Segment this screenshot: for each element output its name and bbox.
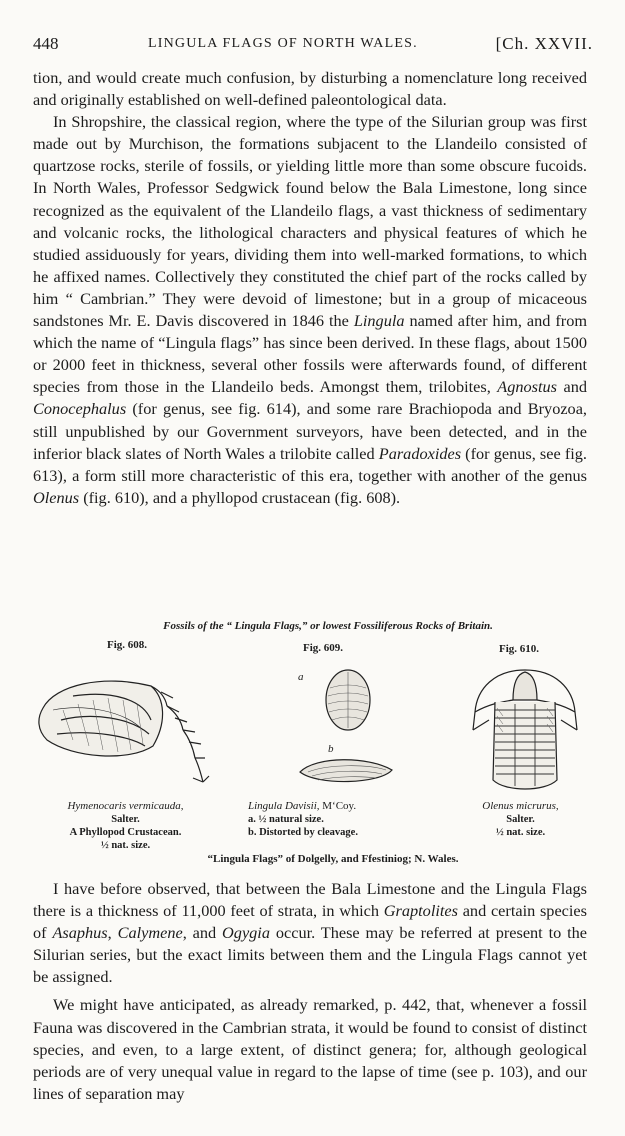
fig-608-caption	[33, 800, 218, 852]
figure-group-title: Fossils of the “ Lingula Flags,” or lowest Fossiliferous Rocks of Britain.	[163, 620, 493, 632]
fig-608-number: Fig. 608.	[107, 639, 148, 651]
fig-609-line-a: a. ½ natural size.	[248, 814, 324, 825]
hymenocaris-illustration	[33, 660, 218, 785]
olenus-illustration	[465, 660, 585, 800]
italic-term: Conocephalus	[33, 399, 127, 419]
text-run: occur. These may be referred at present to the Silurian series, but the exact limits between them and the Lingula Flags cannot yet be assigned.	[33, 923, 588, 987]
fig-609-species: Lingula Davisii,	[248, 800, 320, 812]
text-run: (fig. 610), and a phyllopod crustacean (fig. 608).	[79, 487, 401, 507]
paragraph-anticipated: We might have anticipated, as already remarked, p. 442, that, whenever a fossil Fauna was discovered in the Cambrian strata, it would be found to consist of distinct species, and even, to a large extent, of distinct genera; for, although geological periods are of very unequal value in regard to the lapse of time (see p. 103), and our lines of separation may	[33, 995, 587, 1103]
fig-608-species: Hymenocaris vermicauda,	[67, 800, 184, 812]
fig-608-author: Salter.	[111, 814, 140, 825]
text-run: and	[556, 377, 587, 397]
fig-609-number: Fig. 609.	[303, 642, 344, 654]
fig-609-author: M‘Coy.	[322, 800, 357, 812]
text-block-bottom	[33, 878, 587, 1105]
lingula-illustration	[288, 660, 408, 800]
italic-term: Calymene	[117, 923, 183, 943]
running-title: LINGULA FLAGS OF NORTH WALES.	[148, 36, 418, 51]
text-run: I have before observed, that between the Bala Limestone and the Lingula Flags there is a thickness of 11,000 feet of strata, in which	[33, 879, 587, 921]
text-run: (for genus, see fig. 614), and some rare Brachiopoda and Bryozoa, still unpublished by our Government surveyors, have been detected, and in the inferior black slates of North Wales a trilobite called	[33, 399, 587, 463]
paragraph-shropshire	[33, 111, 587, 509]
fig-609-caption	[248, 800, 423, 839]
chapter-marker: [Ch. XXVII.	[495, 34, 593, 53]
fig-610-author: Salter.	[506, 814, 535, 825]
page-number: 448	[33, 34, 59, 53]
text-run: (for genus, see fig. 613), a form still more characteristic of this era, together with another of the genus	[33, 443, 587, 485]
text-run: ,	[107, 923, 118, 943]
italic-term: Graptolites	[383, 901, 458, 921]
fig-610-caption	[453, 800, 588, 839]
italic-term: Agnostus	[497, 377, 557, 397]
fig-608-desc: A Phyllopod Crustacean.	[69, 827, 182, 838]
fig-609-line-b: b. Distorted by cleavage.	[248, 827, 358, 838]
text-block-top	[33, 67, 587, 509]
figure-footline: “Lingula Flags” of Dolgelly, and Ffestiniog; N. Wales.	[207, 853, 459, 865]
fig-610-species: Olenus micrurus,	[482, 800, 559, 812]
paragraph-continued: tion, and would create much confusion, by disturbing a nomenclature long received and originally established on well-defined paleontological data.	[33, 68, 587, 110]
text-run: and certain species of	[33, 901, 587, 943]
page-header	[33, 34, 593, 56]
text-run: In Shropshire, the classical region, where the type of the Silurian group was first made out by Murchison, the formations subjacent to the Llandeilo consisted of quartzose rocks, sterile of fossils, or yielding little more than some obscure fucoids. In North Wales, Professor Sedgwick found below the Bala Limestone, long since recognized as the equivalent of the Llandeilo flags, a vast thickness of sedimentary and volcanic rocks, the lithological characters and physical features of which he studied assiduously for years, dividing them into well-marked formations, to which he affixed names. Collectively they constituted the chief part of the rocks called by him “ Cambrian.” They were devoid of limestone; but in a group of micaceous sandstones Mr. E. Davis discovered in 1846 the	[33, 112, 587, 331]
fig-609-label-a: a	[298, 671, 304, 683]
italic-term: Lingula	[353, 311, 405, 331]
fig-608-size: ½ nat. size.	[100, 840, 151, 851]
figure-group	[33, 620, 587, 870]
italic-term: Olenus	[33, 487, 80, 507]
italic-term: Ogygia	[222, 923, 270, 943]
text-run: , and	[182, 923, 223, 943]
paragraph-bala-limestone	[33, 878, 587, 988]
fig-609-label-b: b	[328, 743, 334, 755]
fig-610-number: Fig. 610.	[499, 643, 540, 655]
italic-term: Paradoxides	[378, 443, 462, 463]
fig-610-size: ½ nat. size.	[495, 827, 546, 838]
text-run: named after him, and from which the name of “Lingula flags” has since been derived. In these flags, about 1500 or 2000 feet in thickness, several other fossils were afterwards found, of different species from those in the Llandeilo beds. Amongst them, trilobites,	[33, 311, 587, 397]
italic-term: Asaphus	[52, 923, 108, 943]
